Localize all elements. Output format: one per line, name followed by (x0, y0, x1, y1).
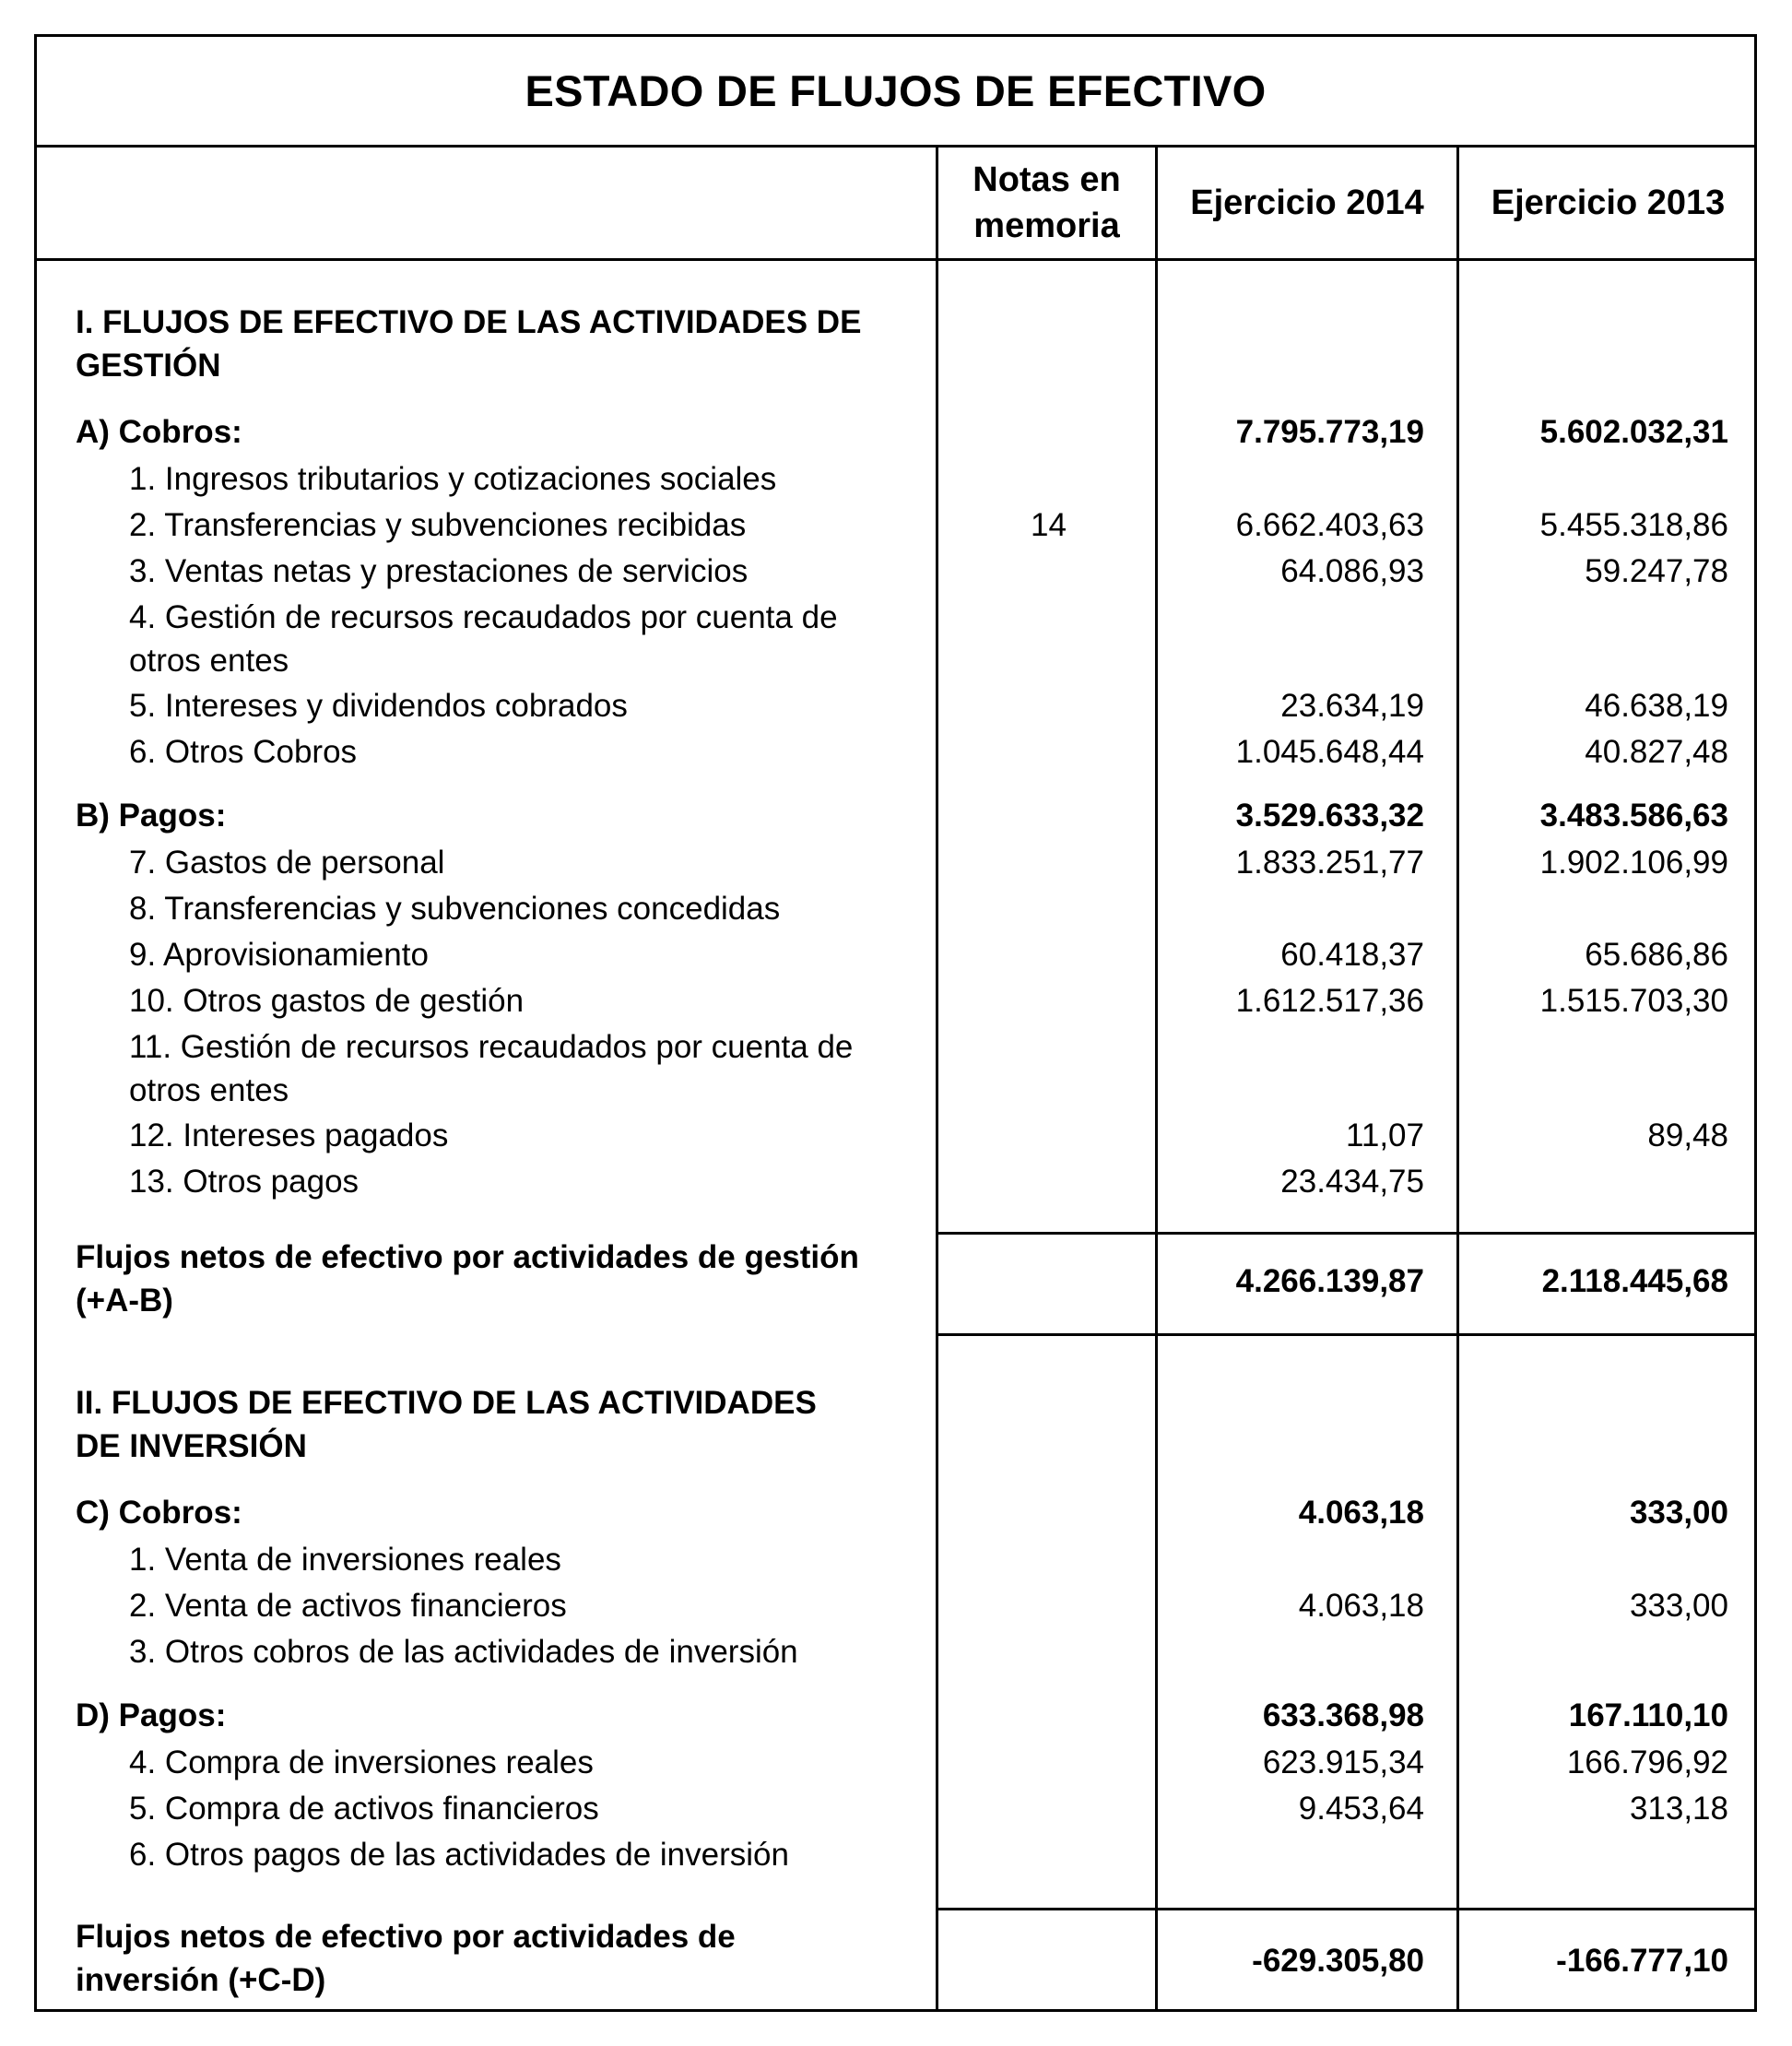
value-2013: 313,18 (1629, 1791, 1728, 1827)
value-2013: 1.902.106,99 (1539, 845, 1728, 881)
value-2014: 1.612.517,36 (1235, 983, 1424, 1019)
value-2013: 46.638,19 (1585, 688, 1728, 724)
row-label: 8. Transferencias y subvenciones concedidas (129, 891, 781, 927)
row-label: 6. Otros pagos de las actividades de inversión (129, 1837, 789, 1873)
header-ejercicio-2013: Ejercicio 2013 (1491, 183, 1726, 222)
section-label: I. FLUJOS DE EFECTIVO DE LAS ACTIVIDADES DE GESTIÓN (76, 304, 862, 384)
row-divider (936, 1333, 1754, 1336)
value-2013: 1.515.703,30 (1539, 983, 1728, 1019)
value-2014: 1.045.648,44 (1235, 734, 1424, 770)
value-2014: 11,07 (1346, 1118, 1424, 1153)
value-2014: 60.418,37 (1280, 937, 1424, 973)
header-notas: Notas en memoria (973, 160, 1121, 245)
row-label: 10. Otros gastos de gestión (129, 983, 525, 1019)
row-label: C) Cobros: (76, 1495, 242, 1531)
column-divider (936, 148, 938, 2009)
row-label: 1. Venta de inversiones reales (129, 1542, 561, 1578)
row-label: 3. Ventas netas y prestaciones de servicios (129, 553, 749, 589)
value-2014: 23.434,75 (1280, 1164, 1424, 1200)
row-note: 14 (1031, 507, 1067, 543)
section-label: II. FLUJOS DE EFECTIVO DE LAS ACTIVIDADES DE INVERSIÓN (76, 1385, 817, 1464)
row-label: Flujos netos de efectivo por actividades de inversión (+C-D) (76, 1919, 736, 1998)
value-2014: 6.662.403,63 (1235, 507, 1424, 543)
value-2013: 333,00 (1629, 1588, 1728, 1624)
value-2013: 2.118.445,68 (1541, 1263, 1728, 1299)
row-label: 13. Otros pagos (129, 1164, 360, 1200)
value-2014: 4.063,18 (1298, 1495, 1424, 1531)
row-label: A) Cobros: (76, 414, 242, 450)
row-label: 3. Otros cobros de las actividades de inversión (129, 1634, 798, 1670)
value-2013: 89,48 (1647, 1118, 1728, 1153)
value-2014: 64.086,93 (1280, 553, 1424, 589)
value-2014: 23.634,19 (1280, 688, 1424, 724)
row-divider (936, 1908, 1754, 1910)
value-2013: -166.777,10 (1556, 1943, 1728, 1979)
value-2013: 3.483.586,63 (1539, 798, 1728, 834)
value-2013: 333,00 (1629, 1495, 1728, 1531)
value-2013: 59.247,78 (1585, 553, 1728, 589)
row-label: 5. Intereses y dividendos cobrados (129, 688, 628, 724)
row-label: 6. Otros Cobros (129, 734, 358, 770)
row-label: 12. Intereses pagados (129, 1118, 449, 1153)
row-label: 1. Ingresos tributarios y cotizaciones sociales (129, 461, 777, 497)
value-2013: 167.110,10 (1568, 1697, 1728, 1733)
row-label: 7. Gastos de personal (129, 845, 445, 881)
row-label: B) Pagos: (76, 798, 227, 834)
column-divider (1155, 148, 1158, 2009)
value-2013: 5.602.032,31 (1539, 414, 1728, 450)
row-label: 4. Gestión de recursos recaudados por cuenta de otros entes (129, 599, 838, 679)
statement-title: ESTADO DE FLUJOS DE EFECTIVO (37, 37, 1754, 148)
row-label: Flujos netos de efectivo por actividades de gestión (+A-B) (76, 1239, 859, 1319)
value-2014: -629.305,80 (1252, 1943, 1424, 1979)
row-label: 2. Transferencias y subvenciones recibidas (129, 507, 747, 543)
row-label: 9. Aprovisionamiento (129, 937, 429, 973)
value-2013: 166.796,92 (1566, 1744, 1728, 1780)
row-label: 4. Compra de inversiones reales (129, 1744, 594, 1780)
value-2014: 3.529.633,32 (1235, 798, 1424, 834)
row-label: D) Pagos: (76, 1697, 227, 1733)
value-2013: 65.686,86 (1585, 937, 1728, 973)
row-label: 5. Compra de activos financieros (129, 1791, 599, 1827)
value-2014: 633.368,98 (1262, 1697, 1424, 1733)
value-2014: 4.063,18 (1298, 1588, 1424, 1624)
row-label: 2. Venta de activos financieros (129, 1588, 567, 1624)
value-2014: 623.915,34 (1262, 1744, 1424, 1780)
header-ejercicio-2014: Ejercicio 2014 (1190, 183, 1424, 222)
value-2013: 5.455.318,86 (1539, 507, 1728, 543)
value-2014: 1.833.251,77 (1235, 845, 1424, 881)
value-2014: 7.795.773,19 (1235, 414, 1424, 450)
header-divider (37, 258, 1754, 261)
cash-flow-statement (34, 34, 1757, 2012)
row-divider (936, 1232, 1754, 1235)
value-2013: 40.827,48 (1585, 734, 1728, 770)
column-divider (1456, 148, 1459, 2009)
value-2014: 4.266.139,87 (1235, 1263, 1424, 1299)
value-2014: 9.453,64 (1298, 1791, 1424, 1827)
row-label: 11. Gestión de recursos recaudados por cuenta de otros entes (129, 1029, 854, 1108)
